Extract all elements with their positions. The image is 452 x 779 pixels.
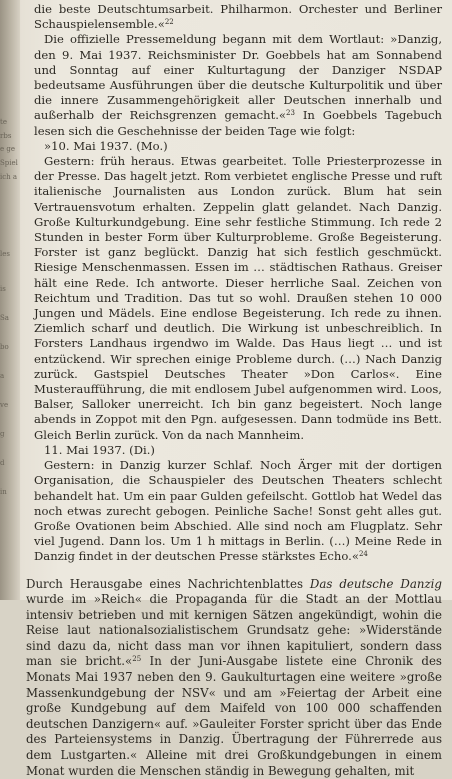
margin-fragment: g	[0, 430, 5, 438]
margin-fragment: Sa	[0, 314, 9, 322]
footnote-ref: 22	[164, 18, 174, 27]
margin-fragment: d	[0, 459, 5, 467]
footnote-ref: 25	[132, 655, 142, 664]
publication-title: Das deutsche Danzig	[309, 576, 442, 591]
margin-fragment: ve	[0, 401, 9, 409]
margin-fragment: te	[0, 118, 7, 126]
paragraph-quote-end: die beste Deutschtumsarbeit. Philharmon. Orchester und Berliner Schauspielensemble.«$^{22}$	[34, 2, 442, 32]
footnote-ref: 24	[358, 550, 368, 559]
margin-fragment: Spiel	[0, 159, 18, 167]
margin-fragment: is	[0, 285, 6, 293]
page-gutter	[0, 0, 20, 600]
margin-fragment: a	[0, 372, 5, 380]
section-gap	[26, 565, 442, 577]
margin-fragment: rbs	[0, 132, 12, 140]
paragraph-diary-entry-1: Gestern: früh heraus. Etwas gearbeitet. Tolle Priesterprozesse in der Presse. Das hagelt jetzt. Rom verbietet englische Presse und ruft italienische Journalisten aus London zurück. Blum hat sein Vertrauensvotum erhalten. Zeppelin glatt gelandet. Nach Danzig. Große Kulturkundgebung. Eine sehr festliche Stimmung. Ich rede 2 Stunden in bester Form über Kulturprobleme. Große Begeisterung. Forster ist ganz beglückt. Danzig hat sich festlich geschmückt. Riesige Menschenmassen. Essen im … städtischen Rathaus. Greiser hält eine Rede. Ich antworte. Dieser herrliche Saal. Zeichen von Reichtum und Tradition. Das tut so wohl. Draußen stehen 10 000 Jungen und Mädels. Eine endlose Begeisterung. Ich rede zu ihnen. Ziemlich scharf und deutlich. Die Wirkung ist unbeschreiblich. In Forsters Landhaus irgendwo im Walde. Das Haus liegt … und ist entzückend. Wir sprechen einige Probleme durch. (…) Nach Danzig zurück. Gastspiel Deutsches Theater »Don Carlos«. Eine Musteraufführung, die mit endlosem Jubel aufgenommen wird. Loos, Balser, Salloker unerreicht. Ich bin ganz begeistert. Noch lange abends in Zoppot mit den Pgn. aufgesessen. Dann todmüde ins Bett. Gleich Berlin zurück. Von da nach Mannheim.	[34, 154, 442, 442]
paragraph-diary-entry-2: Gestern: in Danzig kurzer Schlaf. Noch Ärger mit der dortigen Organisation, die Schauspieler des Deutschen Theaters schlecht behandelt hat. Um ein paar Gulden gefeilscht. Gottlob hat Wedel das noch etwas zurecht gebogen. Peinliche Sache! Sonst geht alles gut. Große Ovationen beim Abschied. Alle sind noch am Flugplatz. Sehr viel Jugend. Dann los. Um 1 h mittags in Berlin. (…) Meine Rede in Danzig findet in der deutschen Presse stärkstes Echo.«$^{24}$	[34, 458, 442, 564]
page-text	[26, 2, 442, 779]
margin-fragment: les	[0, 250, 10, 258]
margin-fragment: in	[0, 488, 7, 496]
paragraph-press-release: Die offizielle Pressemeldung begann mit dem Wortlaut: »Danzig, den 9. Mai 1937. Reichsminister Dr. Goebbels hat am Sonnabend und Sonntag auf einer Kulturtagung der Danziger NSDAP bedeutsame Ausführungen über die deutsche Kulturpolitik und über die innere Zusammengehörigkeit aller Deutschen innerhalb und außerhalb der Reichsgrenzen gemacht.«$^{23}$ In Goebbels Tagebuch lesen sich die Geschehnisse der beiden Tage wie folgt:	[34, 32, 442, 138]
footnote-ref: 23	[286, 109, 295, 118]
paragraph-body: Durch Herausgabe eines Nachrichtenblattes Das deutsche Danzig wurde im »Reich« die Propaganda für die Stadt an der Mottlau intensiv betrieben und mit kernigen Sätzen angekündigt, wohin die Reise laut nationalsozialistischem Grundsatz gehe: »Widerstände sind dazu da, nicht dass man vor ihnen kapituliert, sondern dass man sie bricht.«$^{25}$ In der Juni-Ausgabe listete eine Chronik des Monats Mai 1937 neben den 9. Gaukulturtagen eine weitere »große Massenkundgebung der NSV« und am »Feiertag der Arbeit eine große Kundgebung auf dem Maifeld von 100 000 schaffenden deutschen Danzigern« auf. »Gauleiter Forster spricht über das Ende des Parteiensystems in Danzig. Übertragung der Führerrede aus dem Lustgarten.« Alleine mit drei Großkundgebungen in einem Monat wurden die Menschen ständig in Bewegung gehalten, mit	[26, 576, 442, 778]
margin-fragment: bo	[0, 343, 9, 351]
margin-fragment: ich a	[0, 173, 18, 181]
margin-fragment: e ge	[0, 145, 15, 153]
diary-date-heading: 11. Mai 1937. (Di.)	[44, 442, 155, 457]
diary-date-heading: »10. Mai 1937. (Mo.)	[44, 138, 168, 153]
